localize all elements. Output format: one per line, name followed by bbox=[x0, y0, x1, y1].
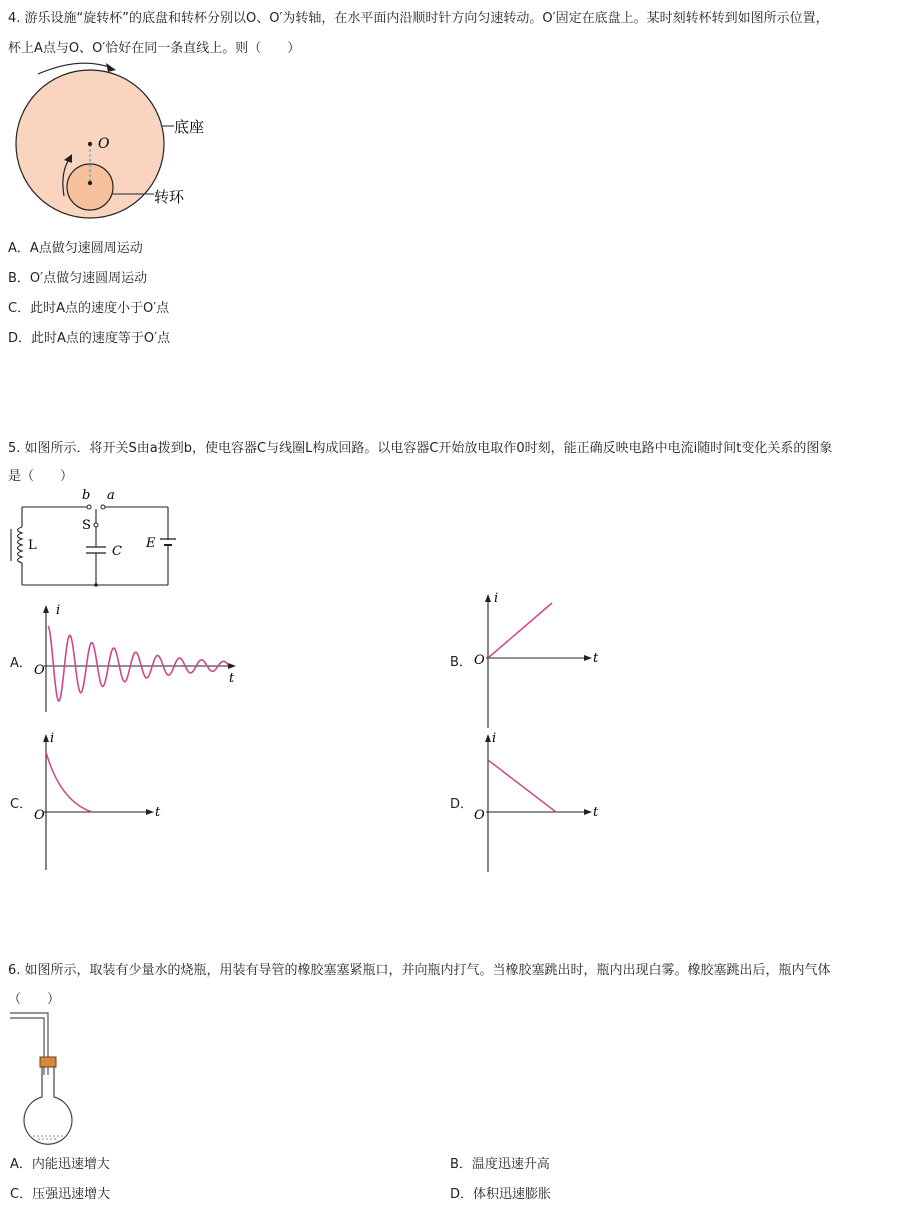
linear-falling-line bbox=[488, 760, 556, 812]
svg-text:S: S bbox=[82, 518, 91, 533]
damped-oscillation-curve bbox=[48, 626, 228, 701]
q6-option-a[interactable]: A．内能迅速增大 bbox=[10, 1157, 110, 1172]
svg-text:O: O bbox=[474, 808, 485, 823]
q6-option-d[interactable]: D．体积迅速膨胀 bbox=[450, 1187, 552, 1202]
q4-option-c[interactable]: C．此时A点的速度小于O′点 bbox=[8, 301, 170, 316]
label-cup: 转环 bbox=[154, 188, 185, 206]
q5-option-d-label[interactable]: D． bbox=[450, 797, 474, 812]
svg-text:i: i bbox=[492, 731, 497, 746]
q4-stem-line1: 4. 游乐设施“旋转杯”的底盘和转杯分别以O、O′为转轴，在水平面内沿顺时针方向匀速转动。O′固定在底盘上。某时刻转杯转到如图所示位置， bbox=[8, 11, 829, 26]
inductor-coil bbox=[18, 527, 23, 563]
svg-text:O: O bbox=[34, 808, 45, 823]
svg-text:a: a bbox=[107, 488, 115, 503]
svg-text:L: L bbox=[28, 538, 37, 553]
q5-stem-line2: 是（ ） bbox=[8, 469, 74, 484]
q5-option-a-label[interactable]: A． bbox=[10, 656, 32, 671]
q6-stem-line1: 6. 如图所示，取装有少量水的烧瓶，用装有导管的橡胶塞塞紧瓶口，并向瓶内打气。当橡胶塞跳出时，瓶内出现白雾。橡胶塞跳出后，瓶内气体 bbox=[8, 963, 831, 978]
svg-text:t: t bbox=[593, 651, 599, 666]
label-o: O bbox=[98, 136, 110, 152]
svg-text:O: O bbox=[474, 653, 485, 668]
q5-graph-d bbox=[468, 730, 603, 875]
contact-b bbox=[87, 505, 91, 509]
q5-option-c-label[interactable]: C． bbox=[10, 797, 33, 812]
svg-text:C: C bbox=[112, 544, 122, 559]
linear-rising-line bbox=[488, 603, 552, 658]
svg-text:O: O bbox=[34, 663, 45, 678]
q5-graph-c bbox=[30, 730, 165, 870]
q5-option-b-label[interactable]: B． bbox=[450, 655, 472, 670]
q6-option-c[interactable]: C．压强迅速增大 bbox=[10, 1187, 111, 1202]
q6-flask-figure bbox=[0, 1005, 90, 1150]
q4-stem-line2: 杯上A点与O、O′恰好在同一条直线上。则（ ） bbox=[8, 41, 301, 56]
q5-circuit-diagram bbox=[0, 485, 190, 590]
svg-text:i: i bbox=[494, 591, 499, 606]
svg-text:b: b bbox=[82, 488, 91, 503]
svg-text:t: t bbox=[229, 671, 235, 686]
svg-text:i: i bbox=[50, 731, 55, 746]
switch-pivot bbox=[94, 523, 98, 527]
q6-stem-line2: （ ） bbox=[8, 992, 61, 1007]
rubber-stopper bbox=[40, 1057, 56, 1067]
center-point-o bbox=[88, 142, 92, 146]
contact-a bbox=[101, 505, 105, 509]
q4-figure-rotating-cup bbox=[0, 60, 230, 225]
q4-option-d[interactable]: D．此时A点的速度等于O′点 bbox=[8, 331, 171, 346]
q6-option-b[interactable]: B．温度迅速升高 bbox=[450, 1157, 550, 1172]
q4-option-b[interactable]: B．O′点做匀速圆周运动 bbox=[8, 271, 148, 286]
flask bbox=[24, 1067, 72, 1144]
svg-text:t: t bbox=[593, 805, 599, 820]
q5-stem-line1: 5. 如图所示．将开关S由a拨到b，使电容器C与线圈L构成回路。以电容器C开始放电取作0时刻，能正确反映电路中电流i随时间t变化关系的图象 bbox=[8, 441, 833, 456]
q4-option-a[interactable]: A．A点做匀速圆周运动 bbox=[8, 241, 143, 256]
q5-graph-b bbox=[468, 590, 603, 730]
svg-text:i: i bbox=[56, 603, 61, 618]
base-rotation-arrowhead bbox=[106, 63, 116, 72]
svg-text:t: t bbox=[155, 805, 161, 820]
svg-text:E: E bbox=[146, 536, 156, 551]
q5-graph-a bbox=[30, 600, 245, 715]
label-base: 底座 bbox=[174, 118, 205, 136]
center-point-oprime bbox=[88, 181, 92, 185]
exponential-decay-curve bbox=[46, 752, 92, 812]
